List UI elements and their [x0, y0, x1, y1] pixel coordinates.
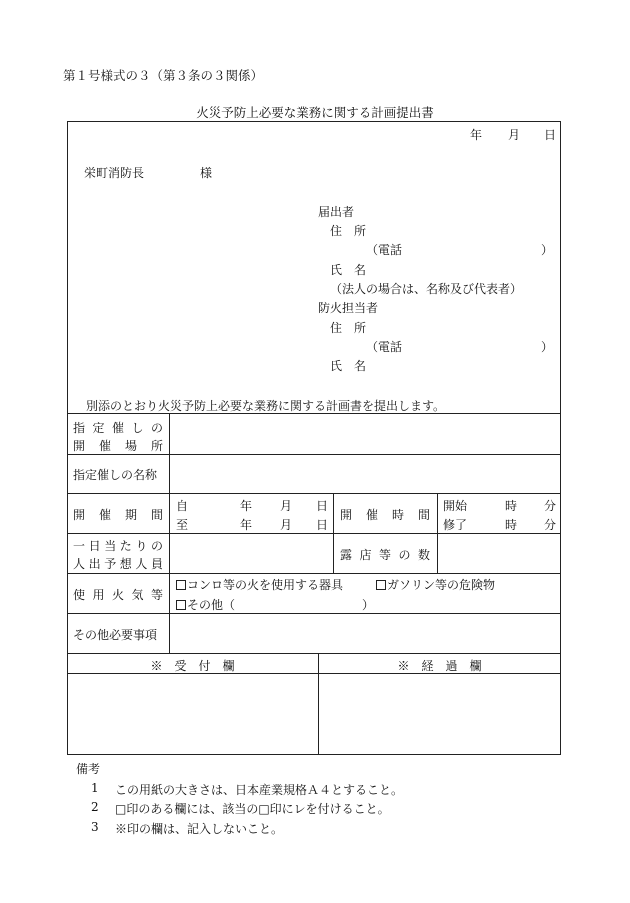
submitter-corp-note: （法人の場合は、名称及び代表者）	[330, 282, 523, 296]
venue-label-line-2	[73, 437, 163, 454]
venue-label-line-1	[73, 419, 163, 436]
fire-option-other-text: その他（	[187, 598, 236, 612]
venue-label-line-1-char: 定	[92, 421, 105, 435]
fire-option-other-close: ）	[362, 598, 375, 612]
stalls-label-char: の	[398, 548, 411, 562]
fire-use-label-char: 用	[92, 588, 105, 602]
addressee-honorific: 様	[200, 166, 213, 180]
time-label	[340, 506, 430, 523]
attendance-label-line-1-char: り	[135, 539, 148, 553]
time-label-char: 催	[365, 508, 378, 522]
period-to-year: 年	[240, 518, 253, 532]
note-number-3: 3	[91, 820, 99, 834]
time-end-hour: 時	[505, 518, 518, 532]
stalls-label-char: 数	[417, 548, 430, 562]
date-year-label: 年	[470, 128, 483, 142]
table-top-rule	[67, 413, 561, 414]
submitter-name-label: 氏 名	[330, 263, 367, 277]
fire-option-stove-text: コンロ等の火を使用する器具	[187, 578, 344, 592]
note-text-2: □印のある欄には、該当の□印にレを付けること。	[115, 802, 390, 816]
venue-label-line-1-char: し	[131, 421, 144, 435]
checkbox-gasoline[interactable]	[376, 580, 386, 590]
other-matters-label: その他必要事項	[73, 628, 158, 642]
checkbox-other[interactable]	[176, 600, 186, 610]
right-column-rule	[437, 493, 438, 573]
submitter-phone-close: ）	[541, 243, 554, 257]
time-end-label: 修了	[443, 518, 468, 532]
period-to-day: 日	[316, 518, 329, 532]
row-rule-6	[67, 653, 561, 654]
period-from-label: 自	[176, 499, 189, 513]
checkbox-stove[interactable]	[176, 580, 186, 590]
venue-label-line-1-char: 催	[111, 421, 124, 435]
venue-label-line-2-char: 催	[98, 439, 111, 453]
attendance-label-line-2-char: 人	[73, 557, 86, 571]
venue-label-line-1-char: 指	[73, 421, 86, 435]
period-from-day: 日	[316, 499, 329, 513]
fire-use-label-char: 等	[150, 588, 163, 602]
attendance-label-line-1-char: た	[119, 539, 132, 553]
mid-column-rule	[333, 493, 334, 573]
fire-use-label-char: 火	[111, 588, 124, 602]
submitter-address-label: 住 所	[330, 224, 367, 238]
date-month-label: 月	[508, 128, 521, 142]
attendance-label-line-2	[73, 555, 163, 572]
submission-statement: 別添のとおり火災予防上必要な業務に関する計画書を提出します。	[86, 399, 446, 413]
attendance-label-line-1-char: の	[150, 539, 163, 553]
progress-column-header: ※ 経 過 欄	[397, 659, 482, 673]
period-to-month: 月	[280, 518, 293, 532]
row-rule-3	[67, 533, 561, 534]
fire-option-gasoline-text: ガソリン等の危険物	[387, 578, 496, 592]
row-rule-1	[67, 454, 561, 455]
note-number-2: 2	[91, 800, 99, 814]
fire-option-other	[176, 596, 235, 613]
period-from-month: 月	[280, 499, 293, 513]
fire-use-label	[73, 586, 163, 603]
addressee-name: 栄町消防長	[84, 166, 145, 180]
time-label-char: 開	[340, 508, 353, 522]
fire-manager-phone-close: ）	[541, 340, 554, 354]
attendance-label-line-1-char: 日	[88, 539, 101, 553]
time-label-char: 時	[391, 508, 404, 522]
attendance-label-line-2-char: 予	[104, 557, 117, 571]
time-start-label: 開始	[443, 499, 468, 513]
time-start-minute: 分	[544, 499, 557, 513]
period-from-year: 年	[240, 499, 253, 513]
period-label-char: 間	[150, 508, 163, 522]
stalls-label-char: 露	[340, 548, 353, 562]
attendance-label-line-2-char: 人	[135, 557, 148, 571]
attendance-label-line-1	[73, 537, 163, 554]
venue-label-line-2-char: 場	[124, 439, 137, 453]
fire-option-gasoline	[376, 576, 495, 593]
fire-manager-address-label: 住 所	[330, 321, 367, 335]
period-to-label: 至	[176, 518, 189, 532]
venue-label-line-2-char: 所	[150, 439, 163, 453]
attendance-label-line-2-char: 出	[88, 557, 101, 571]
time-start-hour: 時	[505, 499, 518, 513]
row-rule-5	[67, 613, 561, 614]
stalls-label-char: 等	[378, 548, 391, 562]
period-label-char: 期	[124, 508, 137, 522]
time-end-minute: 分	[544, 518, 557, 532]
time-label-char: 間	[417, 508, 430, 522]
note-number-1: 1	[91, 781, 99, 795]
fire-use-label-char: 使	[73, 588, 86, 602]
row-rule-4	[67, 573, 561, 574]
fire-manager-name-label: 氏 名	[330, 359, 367, 373]
attendance-label-line-2-char: 員	[150, 557, 163, 571]
fire-manager-phone-open: （電話	[366, 340, 403, 354]
attendance-label-line-1-char: 当	[104, 539, 117, 553]
form-id: 第１号様式の３（第３条の３関係）	[63, 68, 264, 83]
venue-label-line-2-char: 開	[73, 439, 86, 453]
period-label-char: 開	[73, 508, 86, 522]
note-text-1: この用紙の大きさは、日本産業規格Ａ４とすること。	[115, 783, 404, 797]
date-day-label: 日	[544, 128, 557, 142]
period-label-char: 催	[98, 508, 111, 522]
submitter-phone-open: （電話	[366, 243, 403, 257]
submitter-label: 届出者	[318, 205, 355, 219]
stalls-label-char: 店	[359, 548, 372, 562]
event-name-label: 指定催しの名称	[73, 468, 158, 482]
fire-use-label-char: 気	[131, 588, 144, 602]
label-column-rule	[169, 413, 170, 653]
note-text-3: ※印の欄は、記入しないこと。	[115, 822, 284, 836]
document-title: 火災予防上必要な業務に関する計画提出書	[196, 105, 434, 120]
notes-title: 備考	[76, 762, 101, 776]
period-label	[73, 506, 163, 523]
row-rule-2	[67, 493, 561, 494]
fire-manager-label: 防火担当者	[318, 301, 379, 315]
stalls-label	[340, 546, 430, 563]
venue-label-line-1-char: の	[150, 421, 163, 435]
attendance-label-line-1-char: 一	[73, 539, 86, 553]
attendance-label-line-2-char: 想	[119, 557, 132, 571]
fire-option-stove	[176, 576, 343, 593]
reception-column-header: ※ 受 付 欄	[150, 659, 235, 673]
